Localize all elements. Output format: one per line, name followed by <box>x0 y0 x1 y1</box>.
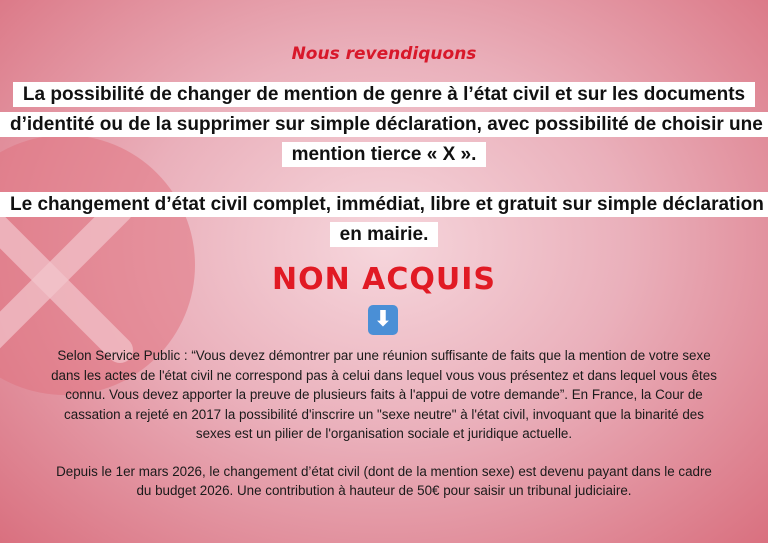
arrow-down-icon: ⬇ <box>368 305 398 335</box>
claim-text: La possibilité de changer de mention de genre à l’état civil et sur les documents d’identité ou de la supprimer sur simple déclaration, avec possibilité de choisir une mention tierce « X ». <box>0 82 768 167</box>
explanation-text <box>50 346 718 519</box>
claims-block <box>0 80 768 270</box>
paragraph-budget-2026: Depuis le 1er mars 2026, le changement d’état civil (dont de la mention sexe) est devenu payant dans le cadre du budget 2026. Une contribution à hauteur de 50€ pour saisir un tribunal judiciaire. <box>56 463 712 498</box>
claim-civil-status-change <box>0 190 768 250</box>
claim-gender-mention <box>0 80 768 170</box>
status-heading: NON ACQUIS <box>271 262 497 297</box>
section-kicker: Nous revendiquons <box>291 44 477 64</box>
paragraph-service-public: Selon Service Public : “Vous devez démontrer par une réunion suffisante de faits que la mention de votre sexe dans les actes de l'état civil ne correspond pas à celui dans lequel vous vous présentez et dans lequel vous êtes connu. Vous devez apporter la preuve de plusieurs faits à l'appui de votre demande”. En France, la Cour de cassation a rejeté en 2017 la possibilité d'inscrire un "sexe neutre" à l'état civil, invoquant que la binarité des sexes est un pilier de l'organisation sociale et juridique actuelle. <box>51 348 717 441</box>
claim-text: Le changement d’état civil complet, immédiat, libre et gratuit sur simple déclaration en mairie. <box>0 192 768 247</box>
